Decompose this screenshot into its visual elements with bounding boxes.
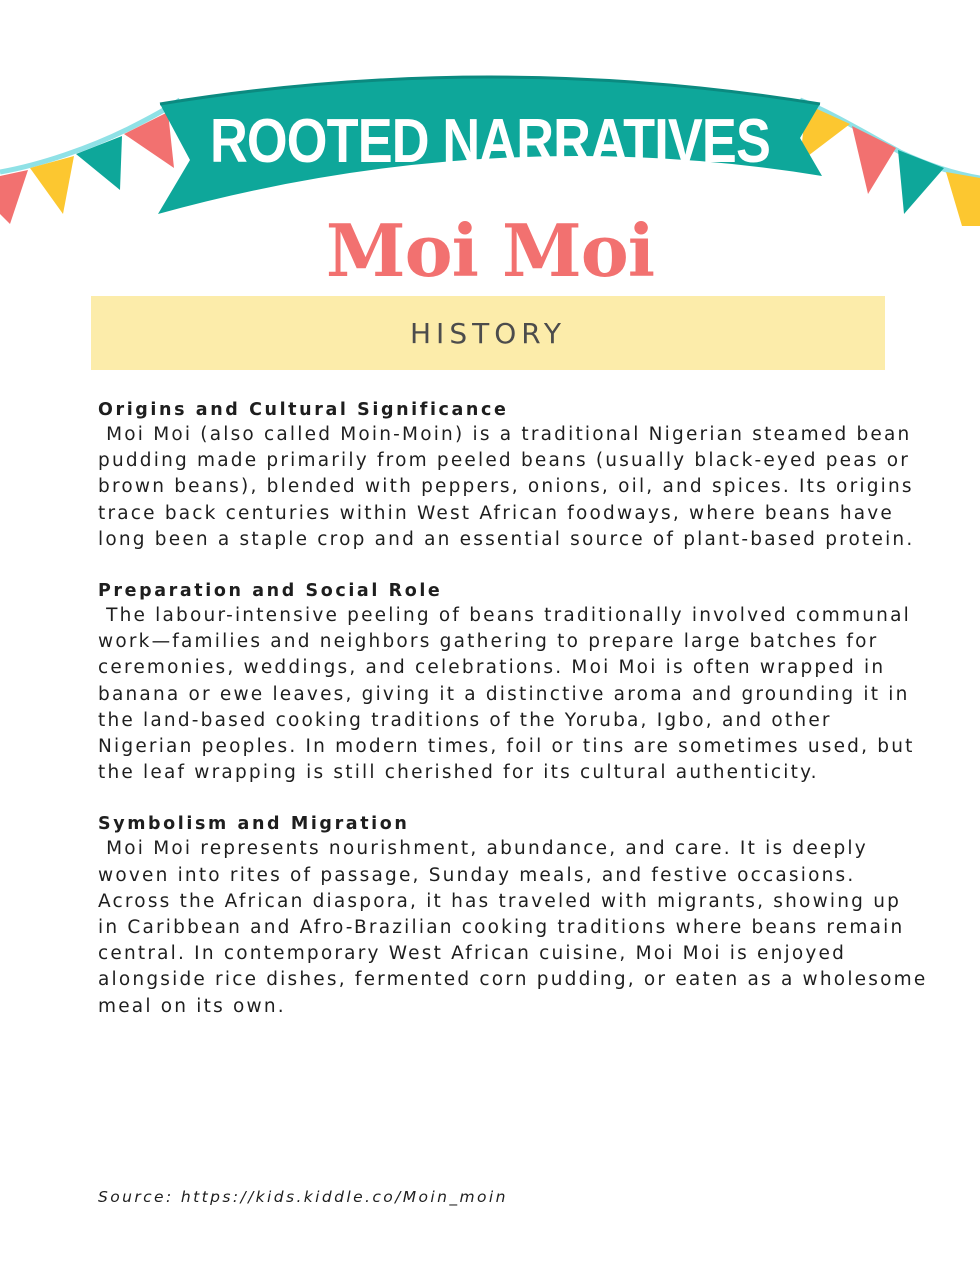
section-symbolism: [98, 812, 936, 1019]
history-band: [91, 296, 885, 370]
section-heading: Origins and Cultural Significance: [98, 400, 509, 420]
dish-title: Moi Moi: [325, 208, 655, 293]
section-origins: [98, 398, 928, 553]
source-citation: Source: https://kids.kiddle.co/Moin_moin: [98, 1188, 508, 1206]
article-body: [98, 398, 936, 1046]
section-text: The labour-intensive peeling of beans traditionally involved communal work—families and neighbors gathering to prepare large batches for ceremonies, weddings, and celebrations. Moi Moi is often wrapped in banana or ewe leaves, giving it a distinctive aroma and grounding it in the land-based cooking traditions of the Yoruba, Igbo, and other Nigerian peoples. In modern times, foil or tins are sometimes used, but the leaf wrapping is still cherished for its cultural authenticity.: [98, 605, 923, 784]
section-heading: Preparation and Social Role: [98, 581, 443, 602]
section-heading: Symbolism and Migration: [98, 814, 410, 835]
flag-teal-icon: [898, 150, 944, 214]
section-preparation: [98, 579, 928, 786]
banner-title: ROOTED NARRATIVES: [210, 107, 770, 176]
section-text: Moi Moi (also called Moin-Moin) is a traditional Nigerian steamed bean pudding made primarily from peeled beans (usually black-eyed peas or brown beans), blended with peppers, onions, oil, and spices. Its origins trace back centuries within West African foodways, where beans have long been a staple crop and an essential source of plant-based protein.: [98, 424, 922, 550]
section-text: Moi Moi represents nourishment, abundance, and care. It is deeply woven into rites of passage, Sunday meals, and festive occasions. Across the African diaspora, it has traveled with migrants, showing up in Caribbean and Afro-Brazilian cooking traditions where beans remain central. In contemporary West African cuisine, Moi Moi is enjoyed alongside rice dishes, fermented corn pudding, or eaten as a wholesome meal on its own.: [98, 838, 936, 1017]
history-label: HISTORY: [410, 316, 566, 350]
